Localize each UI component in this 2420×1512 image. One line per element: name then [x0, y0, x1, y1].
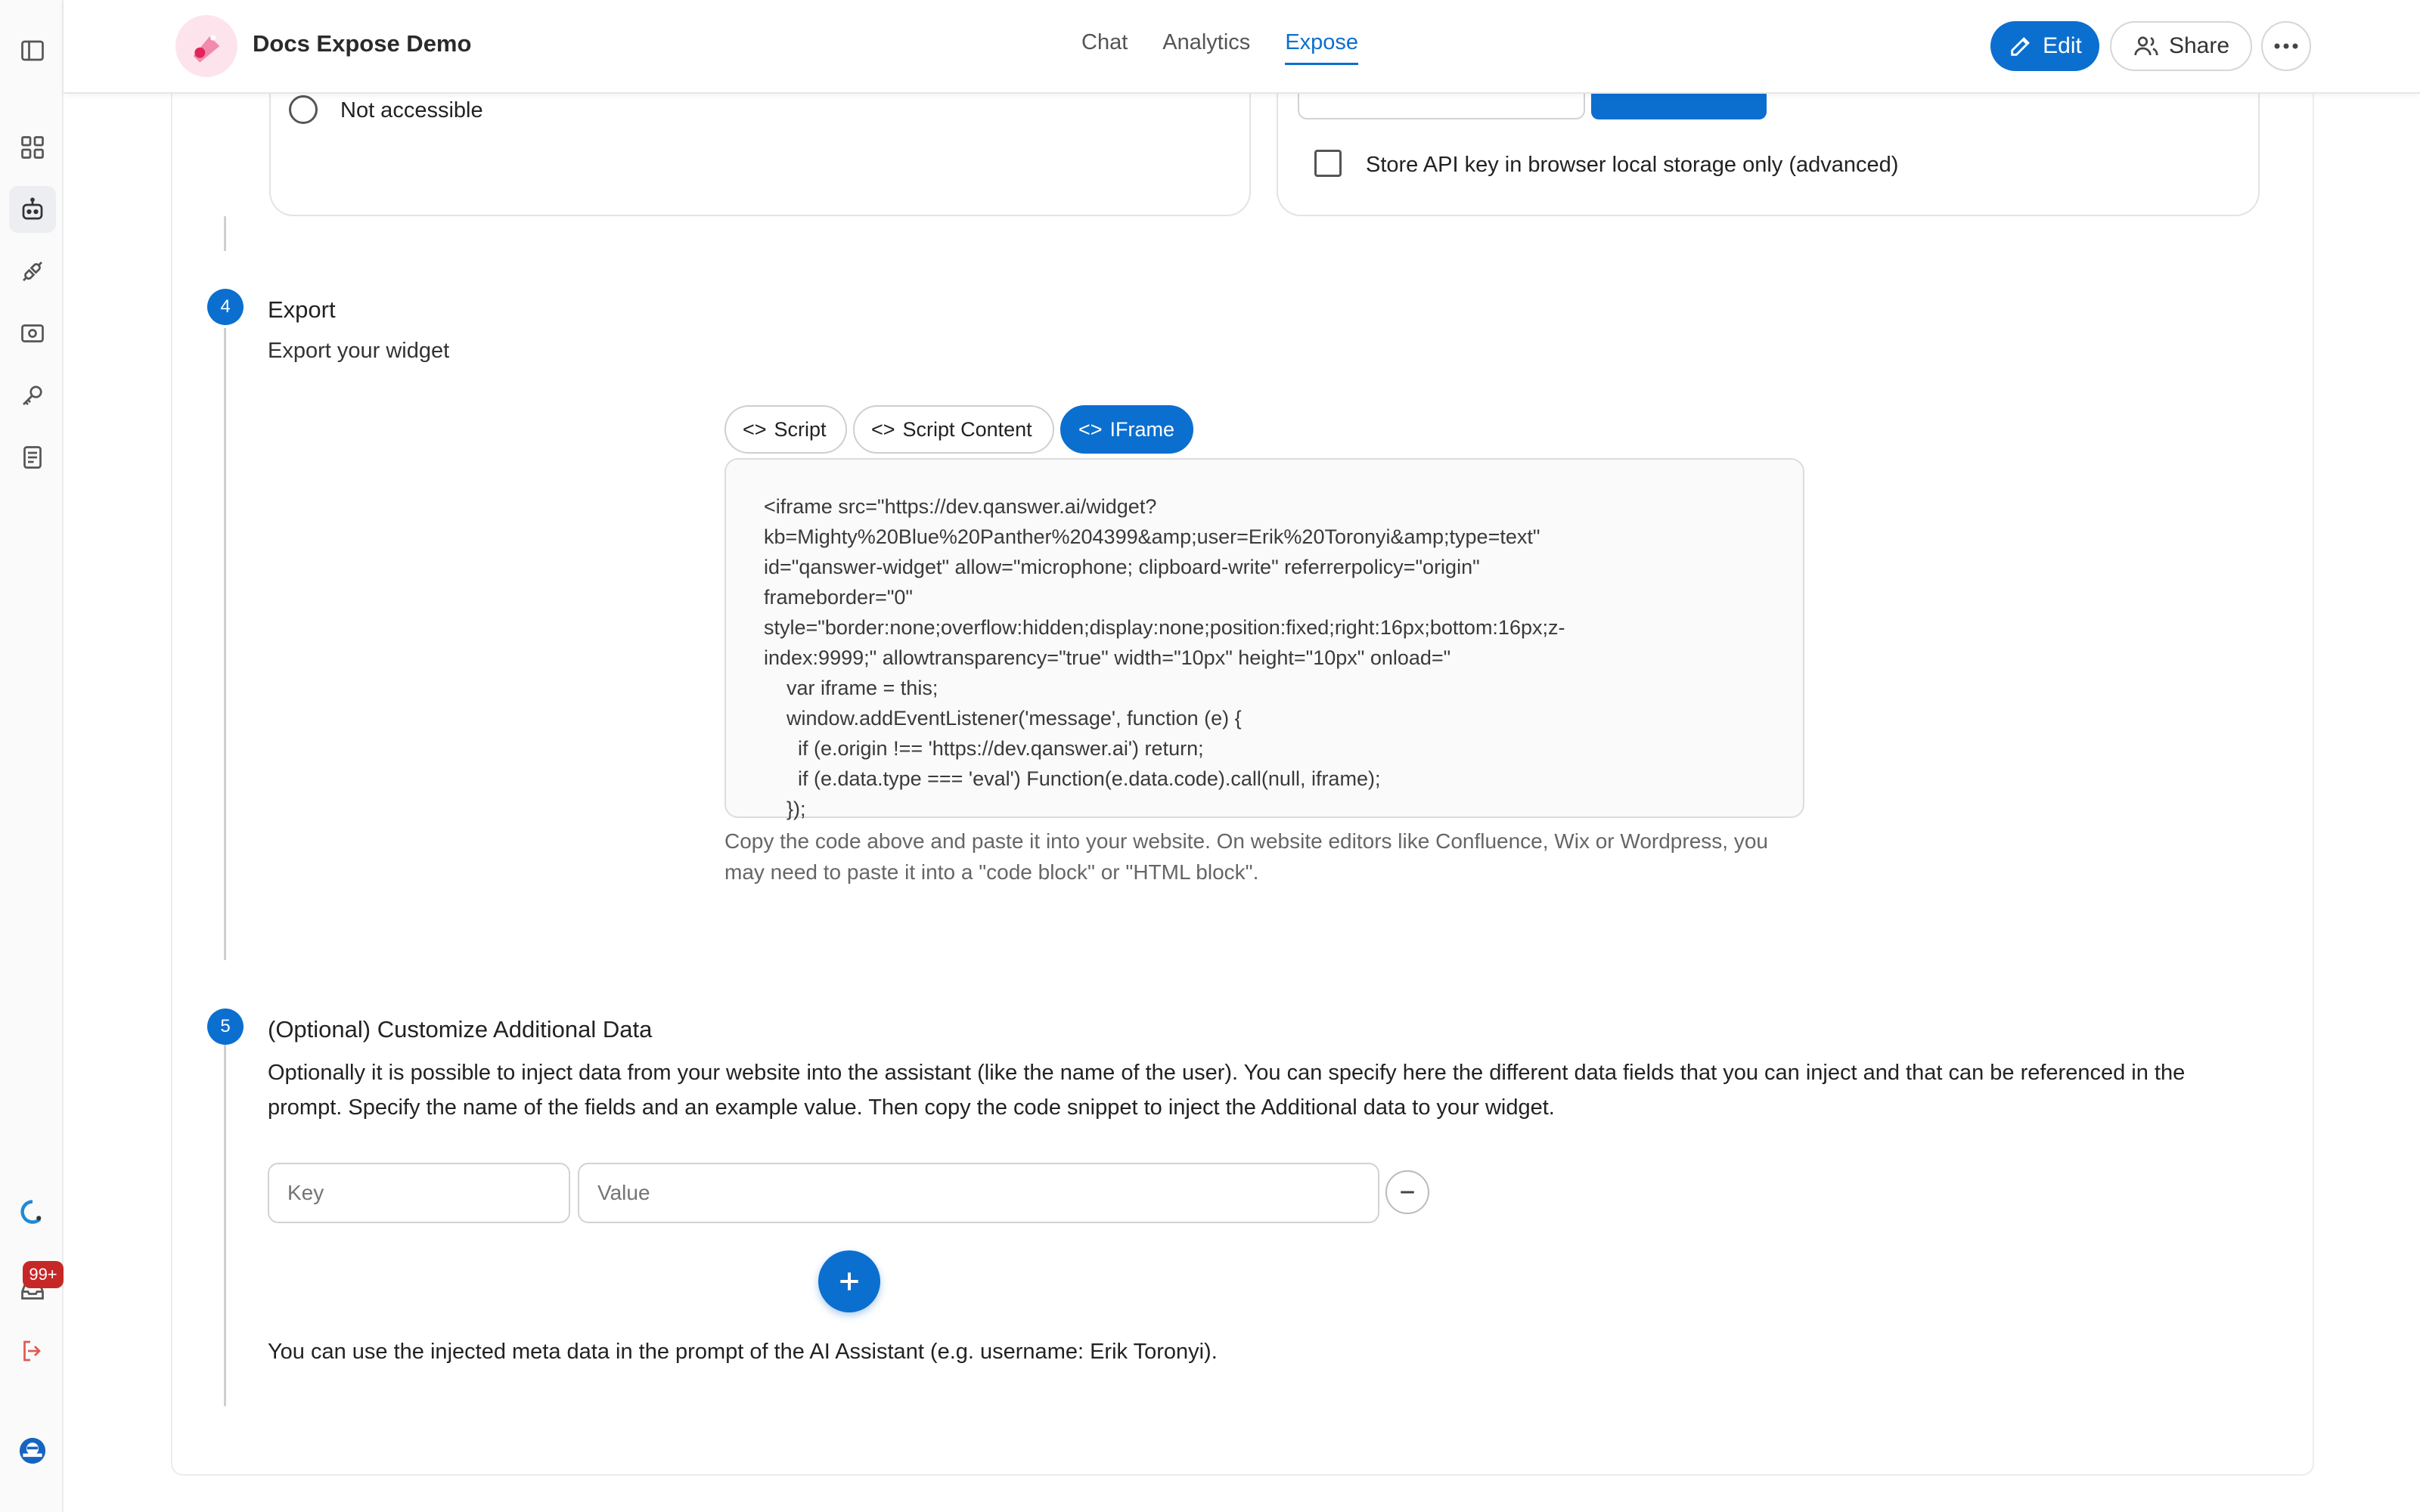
tab-script-content[interactable]: <> Script Content — [853, 405, 1054, 454]
ellipsis-icon — [2273, 42, 2299, 50]
scan-icon[interactable] — [9, 310, 56, 357]
remove-field-button[interactable] — [1385, 1170, 1429, 1214]
tab-iframe[interactable]: <> IFrame — [1060, 405, 1193, 454]
step-4-number: 4 — [207, 289, 244, 325]
timeline-line — [224, 216, 226, 251]
plus-icon — [834, 1266, 864, 1297]
tab-script[interactable]: <> Script — [724, 405, 847, 454]
copy-help-text: Copy the code above and paste it into your website. On website editors like Confluence, Wix or Wordpress, you may need to paste it into a "code block" or "HTML block". — [724, 829, 1768, 884]
user-avatar[interactable] — [9, 1427, 56, 1474]
step-5-title: (Optional) Customize Additional Data — [268, 1016, 653, 1043]
data-key-input[interactable] — [268, 1163, 570, 1223]
edit-button[interactable]: Edit — [1990, 21, 2099, 71]
tab-chat[interactable]: Chat — [1081, 30, 1128, 54]
qanswer-logo-icon[interactable] — [9, 1188, 56, 1235]
more-options-button[interactable] — [2261, 21, 2311, 71]
tab-analytics[interactable]: Analytics — [1162, 30, 1251, 54]
store-local-label: Store API key in browser local storage only (advanced) — [1366, 153, 1899, 177]
timeline-line — [224, 328, 226, 960]
embed-code-box[interactable] — [724, 458, 1804, 818]
data-value-input[interactable] — [578, 1163, 1379, 1223]
main-tabs — [1081, 30, 1393, 65]
minus-icon — [1396, 1181, 1419, 1204]
timeline-line — [224, 1043, 226, 1406]
tab-expose[interactable]: Expose — [1285, 30, 1358, 65]
not-accessible-radio[interactable] — [289, 95, 318, 124]
step-4-title: Export — [268, 296, 336, 323]
bot-icon[interactable] — [9, 186, 56, 233]
notification-badge: 99+ — [23, 1261, 64, 1288]
logout-icon[interactable] — [9, 1328, 56, 1374]
key-icon[interactable] — [9, 372, 56, 419]
grid-icon[interactable] — [9, 124, 56, 171]
plug-icon[interactable] — [9, 248, 56, 295]
not-accessible-label: Not accessible — [340, 98, 483, 122]
top-bar — [64, 0, 2420, 94]
left-sidebar — [0, 0, 64, 1512]
step-4-subtitle: Export your widget — [268, 339, 450, 363]
code-icon: <> — [871, 417, 895, 441]
step-5-description: Optionally it is possible to inject data from your website into the assistant (like the name of the user). You can specify here the different data fields that you can inject and that can be referenced in the prompt. Specify the name of the fields and an example value. Then copy the code snippet to inject the Additional data to your widget. — [268, 1061, 2186, 1120]
users-icon — [2133, 33, 2160, 60]
store-local-checkbox[interactable] — [1314, 150, 1342, 177]
app-title: Docs Expose Demo — [253, 30, 472, 57]
step-5-footer: You can use the injected meta data in the prompt of the AI Assistant (e.g. username: Erik Toronyi). — [268, 1340, 1218, 1364]
pencil-icon — [2008, 33, 2034, 59]
code-icon: <> — [1078, 417, 1103, 441]
document-icon[interactable] — [9, 434, 56, 481]
code-icon: <> — [743, 417, 767, 441]
panel-toggle-icon[interactable] — [9, 27, 56, 74]
app-logo-icon — [175, 15, 237, 77]
step-5-number: 5 — [207, 1009, 244, 1045]
embed-code: <iframe src="https://dev.qanswer.ai/widget? kb=Mighty%20Blue%20Panther%204399&amp;user=Erik%20Toronyi&amp;type=text" id="qanswer-widget" allow="microphone; clipboard-write" referrerpolicy="origin" frameborder="0" style="border:none;overflow:hidden;display:none;position:fixed;right:16px;bottom:16px;z- index:9999;" allowtransparency="true" width="10px" height="10px" onload=" var iframe = this; window.addEventListener('message', function (e) { if (e.origin !== 'https://dev.qanswer.ai') return; if (e.data.type === 'eval') Function(e.data.code).call(null, iframe); }); — [764, 495, 1565, 820]
share-button[interactable]: Share — [2110, 21, 2252, 71]
add-field-button[interactable] — [818, 1250, 880, 1312]
